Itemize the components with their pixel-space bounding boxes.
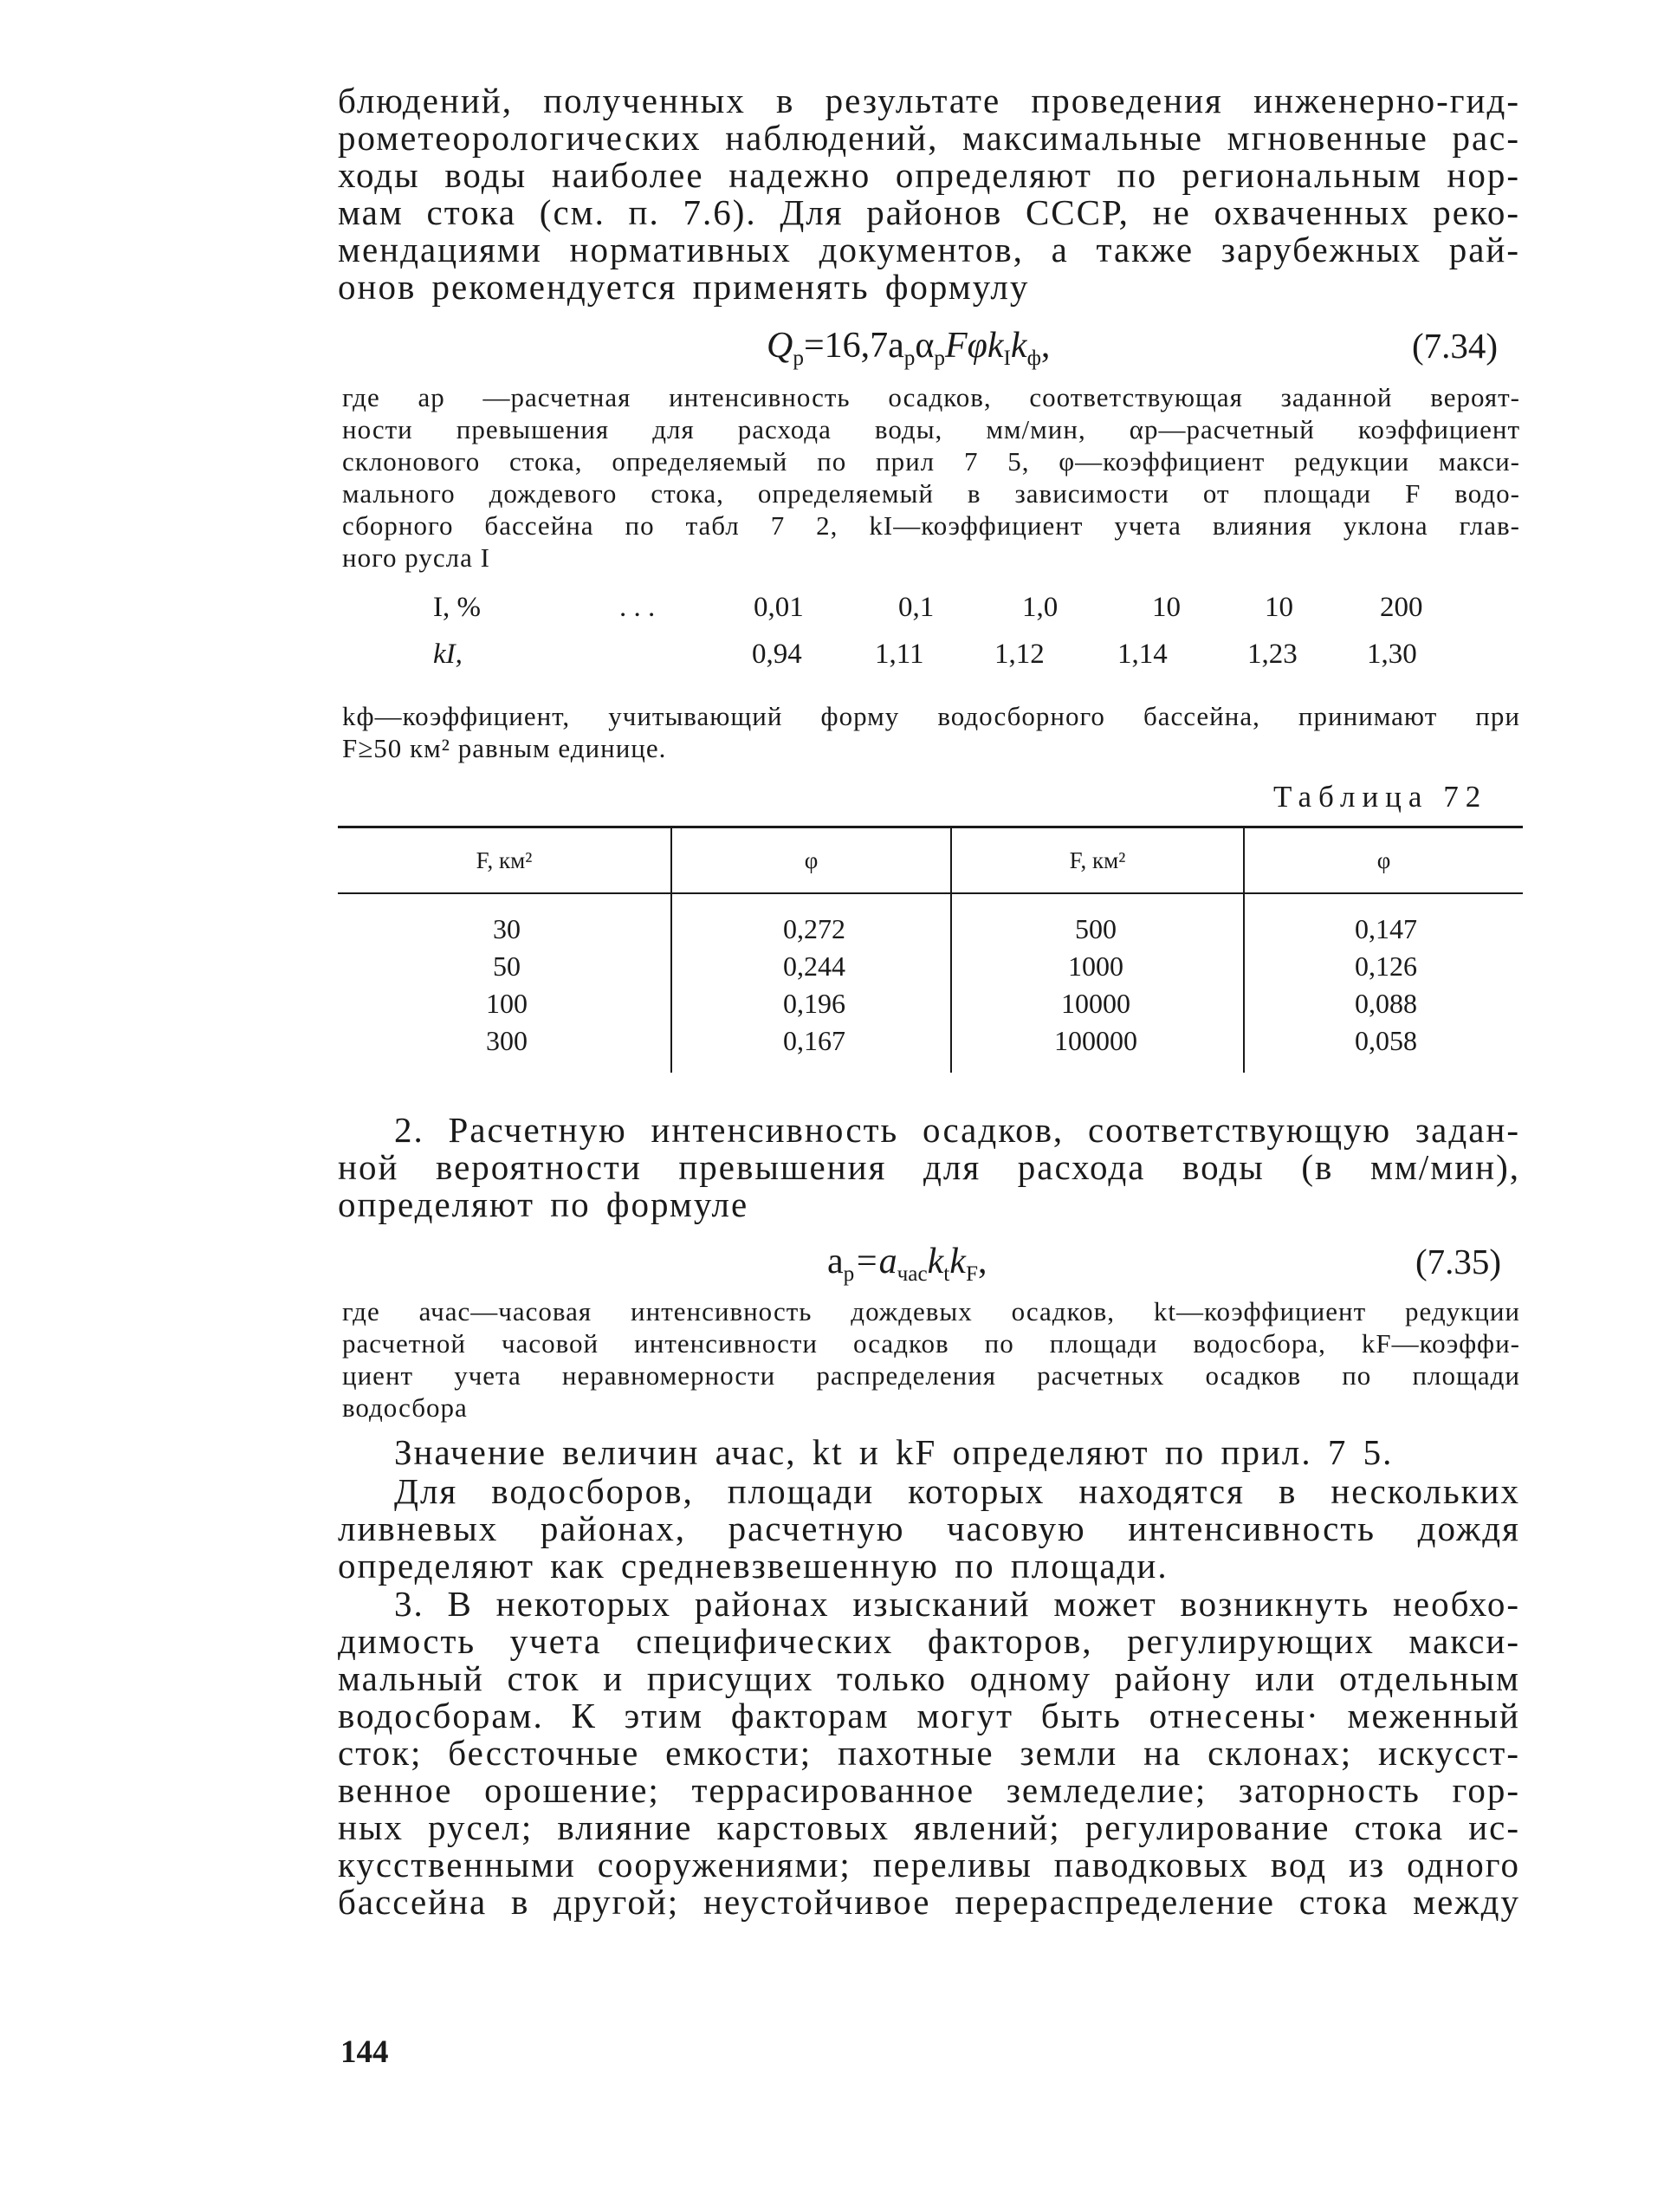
formula-7-34 — [767, 325, 1051, 370]
formula-7-35-explanation — [342, 1295, 1520, 1424]
table-header-area: F, км² — [476, 847, 533, 873]
table-cell: 10000 — [1061, 988, 1130, 1019]
text-line: ных русел; влияние карстовых явлений; регулирование стока ис- — [338, 1807, 1520, 1847]
text-line: водосбора — [342, 1392, 468, 1423]
intro-paragraph — [338, 82, 1520, 306]
equation-number-7-35: (7.35) — [1415, 1242, 1502, 1281]
table-cell: 0,088 — [1355, 988, 1417, 1019]
equation-number-7-34: (7.34) — [1412, 326, 1499, 366]
table-cell: 300 — [486, 1025, 528, 1056]
formula-subscript: ф — [1026, 346, 1041, 370]
slope-value: 0,1 — [898, 592, 935, 623]
text-line: циент учета неравномерности распределения расчетных осадков по площади — [342, 1360, 1520, 1391]
table-header-area: F, км² — [1069, 847, 1126, 873]
formula-7-34-explanation — [342, 381, 1520, 574]
coefficient-value: 1,30 — [1367, 639, 1417, 670]
text-line: 3. В некоторых районах изысканий может возникнуть необхо- — [394, 1584, 1520, 1624]
slope-value: 10 — [1152, 592, 1181, 623]
text-line: венное орошение; террасированное земледелие; заторность гор- — [338, 1770, 1520, 1810]
formula-symbol: k — [927, 1242, 944, 1281]
table-header-phi: φ — [1376, 847, 1391, 873]
formula-subscript: р — [903, 346, 916, 370]
text-line: кусственными сооружениями; переливы паводковых вод из одного — [338, 1845, 1520, 1884]
text-line: ности превышения для расхода воды, мм/мин, αр—расчетный коэффициент — [342, 414, 1520, 444]
table-cell: 500 — [1075, 913, 1117, 944]
coefficient-value: 1,11 — [875, 639, 924, 670]
formula-symbol: Q — [767, 326, 793, 366]
table-caption: Таблица 72 — [1273, 780, 1488, 814]
table-column-area — [468, 911, 546, 1060]
text-line: димость учета специфических факторов, регулирующих макси- — [338, 1621, 1520, 1661]
text-line: бассейна в другой; неустойчивое перераспределение стока между — [338, 1882, 1520, 1922]
table-column-phi — [754, 911, 875, 1060]
formula-symbol: а — [827, 1242, 844, 1281]
coefficient-value: 1,12 — [994, 639, 1045, 670]
slope-row-label: I, % — [433, 592, 481, 623]
formula-text: , — [1040, 326, 1051, 366]
formula-symbol: Fφk — [944, 326, 1004, 366]
table-cell: 0,058 — [1355, 1025, 1417, 1056]
paragraph-3 — [338, 1586, 1520, 1921]
text-line: ной вероятности превышения для расхода воды (в мм/мин), — [338, 1147, 1520, 1187]
text-line: блюдений, полученных в результате проведения инженерно-гид- — [338, 81, 1520, 120]
text-line: F≥50 км² равным единице. — [342, 733, 667, 763]
basins-paragraph — [338, 1473, 1520, 1585]
formula-text: , — [977, 1242, 987, 1281]
coefficient-value: 0,94 — [752, 639, 802, 670]
table-cell: 0,196 — [783, 988, 845, 1019]
formula-text: =16,7а — [803, 326, 904, 366]
formula-symbol: k — [949, 1242, 966, 1281]
table-cell: 50 — [493, 950, 521, 982]
kf-note — [342, 700, 1520, 764]
leader-dots: . . . — [619, 592, 656, 623]
table-cell: 100 — [486, 988, 528, 1019]
formula-subscript: I — [1003, 346, 1011, 370]
table-cell: 0,147 — [1355, 913, 1417, 944]
text-line: kф—коэффициент, учитывающий форму водосборного бассейна, принимают при — [342, 701, 1520, 731]
text-line: мальный сток и присущих только одному району или отдельным — [338, 1658, 1520, 1698]
table-header-phi: φ — [804, 847, 819, 873]
table-cell: 0,244 — [783, 950, 845, 982]
table-top-rule — [338, 826, 1523, 828]
formula-subscript: час — [897, 1262, 928, 1286]
table-column-phi — [1325, 911, 1447, 1060]
slope-value: 200 — [1380, 592, 1423, 623]
formula-symbol: α — [915, 326, 935, 366]
text-line: ного русла I — [342, 542, 490, 573]
text-line: определяют по формуле — [338, 1184, 749, 1224]
table-cell: 100000 — [1054, 1025, 1137, 1056]
coefficient-value: 1,14 — [1117, 639, 1168, 670]
coefficient-value: 1,23 — [1247, 639, 1298, 670]
text-line: где ачас—часовая интенсивность дождевых осадков, kt—коэффициент редукции — [342, 1296, 1520, 1327]
table-cell: 0,167 — [783, 1025, 845, 1056]
text-line: ходы воды наиболее надежно определяют по региональным нор- — [338, 155, 1520, 195]
formula-symbol: k — [1010, 326, 1027, 366]
text-line: 2. Расчетную интенсивность осадков, соответствующую задан- — [394, 1110, 1520, 1150]
table-cell: 1000 — [1068, 950, 1123, 982]
text-line: определяют как средневзвешенную по площади. — [338, 1546, 1169, 1586]
table-column-area — [1022, 911, 1169, 1060]
text-line: сборного бассейна по табл 7 2, kI—коэффициент учета влияния уклона глав- — [342, 510, 1520, 541]
formula-7-35 — [827, 1241, 987, 1286]
slope-value: 1,0 — [1022, 592, 1059, 623]
text-line: ливневых районах, расчетную часовую интенсивность дождя — [338, 1508, 1520, 1548]
values-paragraph — [338, 1434, 1520, 1471]
paragraph-2 — [338, 1112, 1520, 1223]
page-number: 144 — [340, 2034, 389, 2070]
formula-subscript: р — [934, 346, 945, 370]
text-line: Для водосборов, площади которых находятся в нескольких — [394, 1471, 1520, 1511]
text-line: рометеорологических наблюдений, максимальные мгновенные рас- — [338, 118, 1520, 158]
formula-subscript: t — [943, 1262, 950, 1286]
text-line: онов рекомендуется применять формулу — [338, 267, 1030, 307]
slope-value: 10 — [1265, 592, 1293, 623]
text-line: водосборам. К этим факторам могут быть отнесены· меженный — [338, 1696, 1520, 1735]
table-cell: 0,126 — [1355, 950, 1417, 982]
coefficient-row-label: kI, — [433, 639, 463, 670]
formula-subscript: р — [843, 1262, 855, 1286]
text-line: склонового стока, определяемый по прил 7 5, φ—коэффициент редукции макси- — [342, 446, 1520, 477]
text-line: расчетной часовой интенсивности осадков по площади водосбора, kF—коэффи- — [342, 1328, 1520, 1359]
table-header-rule — [338, 892, 1523, 894]
text-line: мального дождевого стока, определяемый в зависимости от площади F водо- — [342, 478, 1520, 509]
text-line: мам стока (см. п. 7.6). Для районов СССР, не охваченных реко- — [338, 192, 1520, 232]
text-line: мендациями нормативных документов, а также зарубежных рай- — [338, 230, 1520, 269]
text-line: Значение величин ачас, kt и kF определяют по прил. 7 5. — [394, 1432, 1394, 1472]
formula-symbol: =а — [854, 1242, 897, 1281]
text-line: сток; бессточные емкости; пахотные земли на склонах; искусст- — [338, 1733, 1520, 1773]
slope-value: 0,01 — [754, 592, 804, 623]
formula-subscript: р — [793, 346, 804, 370]
table-cell: 0,272 — [783, 913, 845, 944]
table-cell: 30 — [493, 913, 521, 944]
formula-subscript: F — [965, 1262, 978, 1286]
text-line: где ар —расчетная интенсивность осадков, соответствующая заданной вероят- — [342, 382, 1520, 412]
